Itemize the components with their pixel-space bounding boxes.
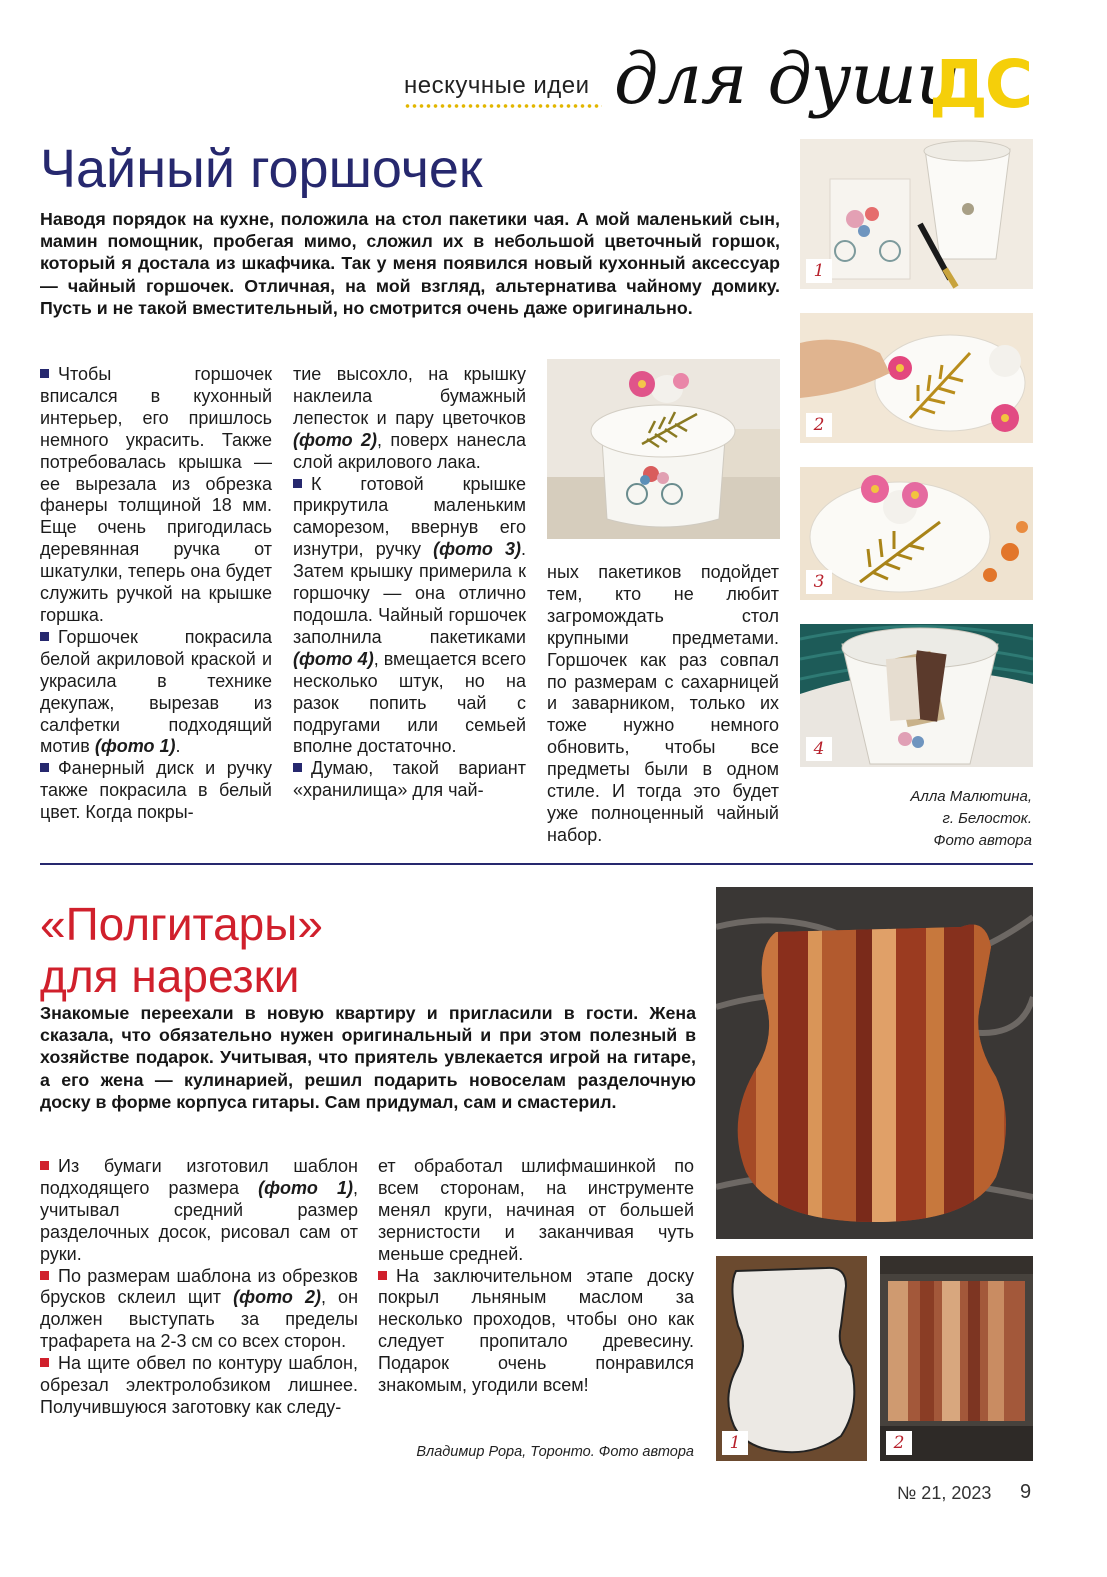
issue-number: № 21, 2023 — [897, 1483, 992, 1503]
photo-4-filled-pot — [800, 624, 1033, 767]
paragraph: По размерам шаблона из обрезков брусков склеил щит (фото 2), он должен выступать за пределы трафарета на 2-3 см со всех сторон. — [40, 1265, 359, 1352]
magazine-logo: ДС — [929, 46, 1031, 123]
article1-credit: Алла Малютина, г. Белосток. Фото автора — [910, 788, 1032, 849]
paragraph: Думаю, такой вариант «хранилища» для чай- — [293, 758, 526, 801]
photo-number-badge: 2 — [886, 1431, 912, 1455]
paragraph: На щите обвел по контуру шаблон, обрезал электролобзиком лишнее. Получившуюся заготовку как следу- — [40, 1353, 358, 1417]
paragraph: Из бумаги изготовил шаблон подходящего размера (фото 1), учитывал средний размер разделочных досок, рисовал сам от руки. — [40, 1156, 359, 1264]
paragraph: ет обработал шлифмашинкой по всем сторонам, на инструменте менял круги, начиная от большей зернистости и заканчивая чуть меньше средней. — [378, 1156, 694, 1264]
article1-column-1 — [40, 364, 272, 824]
page-number: 9 — [1020, 1481, 1032, 1503]
photo-reference: (фото 1) — [94, 736, 176, 757]
photo-number-badge: 4 — [806, 737, 832, 761]
article2-column-2 — [378, 1156, 694, 1397]
paragraph: Чтобы горшочек вписался в кухонный интерьер, его пришлось немного украсить. Также потребовалась крышка — ее вырезала из обрезка фанеры толщиной 18 мм. Еще очень пригодилась деревянная ручка от шкатулки, теперь она будет служить ручкой на крышке горшка. — [40, 364, 272, 625]
article1-column-3 — [547, 562, 779, 847]
photo-1-paper-template — [716, 1256, 867, 1461]
photo-1-decoupage — [800, 139, 1033, 289]
photo-reference: (фото 1) — [258, 1177, 353, 1198]
photo-2-glued-panel — [880, 1256, 1033, 1461]
photo-3-lid-handle — [800, 467, 1033, 600]
photo-reference: (фото 2) — [293, 429, 378, 450]
article2-credit: Владимир Рора, Торонто. Фото автора — [416, 1444, 694, 1460]
photo-number-badge: 1 — [806, 259, 832, 283]
paragraph: тие высохло, на крышку наклеила бумажный лепесток и пару цветочков (фото 2), поверх нанесла слой акрилового лака. — [293, 364, 527, 472]
photo-reference: (фото 3) — [433, 539, 521, 560]
paragraph: ных пакетиков подойдет тем, кто не любит загромождать стол крупными предметами. Горшочек как раз совпал по размерам с сахарницей и заварником, только их тоже нужно немного обновить, чтобы все предметы были в одном стиле. И тогда это будет уже полноценный чайный набор. — [547, 562, 779, 845]
rubric-title: для души — [614, 38, 960, 120]
photo-number-badge: 1 — [722, 1431, 748, 1455]
section-divider — [40, 863, 1033, 865]
article1-lead: Наводя порядок на кухне, положила на стол пакетики чая. А мой маленький сын, мамин помощник, пробегая мимо, сложил их в небольшой цветочный горшок, который я достала из шкафчика. Так у меня появился новый кухонный аксессуар — чайный горшочек. Отличная, на мой взгляд, альтернатива чайному домику. Пусть и не такой вместительный, но смотрится очень даже оригинально. — [40, 209, 780, 318]
photo-reference: (фото 2) — [233, 1287, 321, 1308]
article1-title: Чайный горшочек — [40, 139, 483, 199]
paragraph: К готовой крышке прикрутила маленьким саморезом, ввернув его изнутри, ручку (фото 3). Затем крышку примерила к горшочку — она отлично подошла. Чайный горшочек заполнила пакетиками (фото 4), вмещается всего несколько штук, но на разок попить чай с подругами или семьей вполне достаточно. — [293, 473, 527, 757]
photo-number-badge: 3 — [806, 570, 832, 594]
rubric-dotted-underline — [404, 103, 602, 109]
paragraph: На заключительном этапе доску покрыл льняным маслом за несколько проходов, чтобы оно как следует пропитало древесину. Подарок очень понравился знакомым, угодили всем! — [378, 1265, 694, 1396]
photo-number-badge: 2 — [806, 413, 832, 437]
paragraph: Фанерный диск и ручку также покрасила в белый цвет. Когда покры- — [40, 758, 272, 823]
article1-column-2 — [293, 364, 526, 802]
photo-guitar-board-main — [716, 887, 1033, 1239]
article2-lead: Знакомые переехали в новую квартиру и пригласили в гости. Жена сказала, что обязательно нужен оригинальный и при этом полезный в хозяйстве подарок. Учитывая, что приятель увлекается игрой на гитаре, а его жена — кулинарией, решил подарить новоселам разделочную доску в форме корпуса гитары. Сам придумал, сам и смастерил. — [40, 1003, 696, 1112]
photo-reference: (фото 4) — [293, 648, 374, 669]
article2-title: «Полгитары» для нарезки — [40, 898, 323, 1003]
paragraph: Горшочек покрасила белой акриловой краской и украсила в технике декупаж, вырезав из салфетки подходящий мотив (фото 1). — [40, 626, 272, 757]
article2-column-1 — [40, 1156, 358, 1419]
photo-tea-pot-main — [547, 359, 780, 539]
photo-2-lid-decor — [800, 313, 1033, 443]
rubric-label: нескучные идеи — [404, 72, 590, 99]
